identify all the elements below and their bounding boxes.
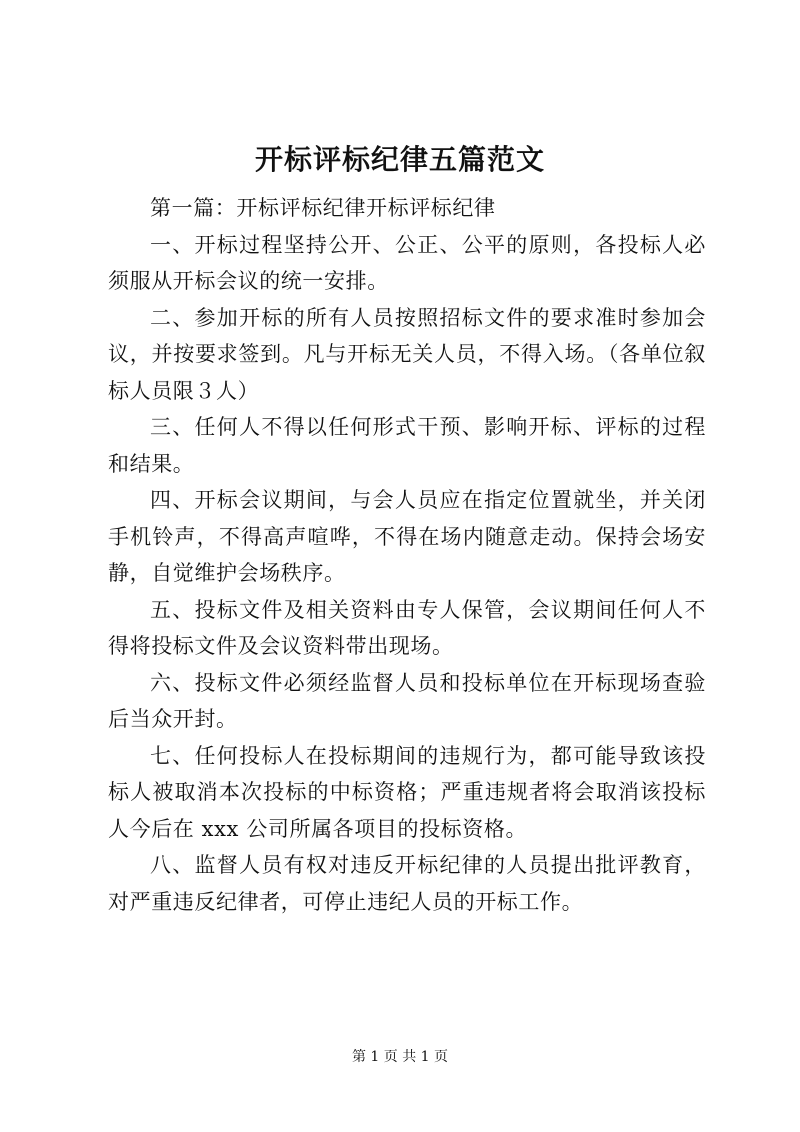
paragraph-rule-3: 三、任何人不得以任何形式干预、影响开标、评标的过程和结果。 (108, 415, 706, 476)
document-title: 开标评标纪律五篇范文 (254, 143, 545, 176)
paragraph-rule-5: 五、投标文件及相关资料由专人保管，会议期间任何人不得将投标文件及会议资料带出现场。 (108, 597, 706, 658)
paragraph-rule-7: 七、任何投标人在投标期间的违规行为，都可能导致该投标人被取消本次投标的中标资格；严重违规者将会取消该投标人今后在 xxx 公司所属各项目的投标资格。 (108, 743, 706, 841)
paragraph-rule-8: 八、监督人员有权对违反开标纪律的人员提出批评教育，对严重违反纪律者，可停止违纪人员的开标工作。 (108, 853, 706, 914)
page-footer: 第 1 页 共 1 页 (351, 1049, 449, 1065)
paragraph-rule-4: 四、开标会议期间，与会人员应在指定位置就坐，并关闭手机铃声，不得高声喧哗，不得在场内随意走动。保持会场安静，自觉维护会场秩序。 (108, 488, 706, 585)
paragraph-section-heading: 第一篇：开标评标纪律开标评标纪律 (150, 196, 496, 220)
document-body (108, 190, 706, 920)
paragraph-rule-1: 一、开标过程坚持公开、公正、公平的原则，各投标人必须服从开标会议的统一安排。 (108, 232, 706, 293)
paragraph-rule-2: 二、参加开标的所有人员按照招标文件的要求准时参加会议，并按要求签到。凡与开标无关人员，不得入场。（各单位叙标人员限３人） (108, 305, 706, 403)
paragraph-rule-6: 六、投标文件必须经监督人员和投标单位在开标现场查验后当众开封。 (108, 670, 706, 731)
